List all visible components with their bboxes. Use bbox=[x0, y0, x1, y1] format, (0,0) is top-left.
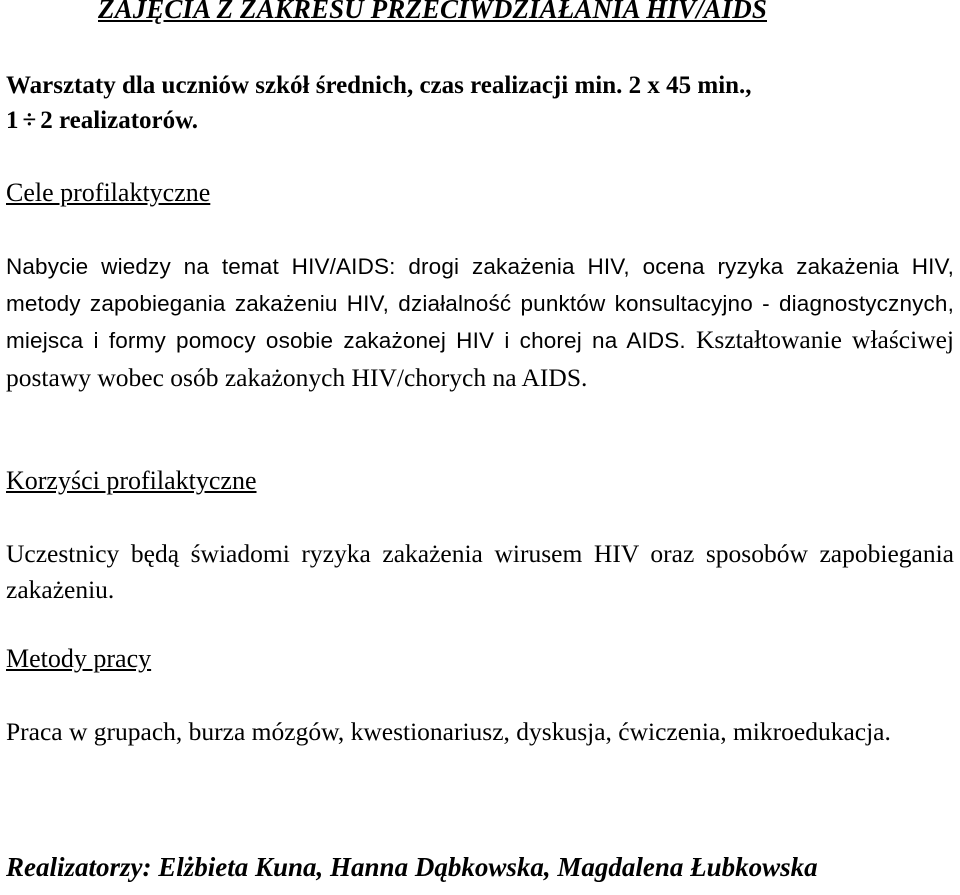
subtitle-line-2-end: 2 realizatorów. bbox=[40, 107, 199, 134]
subtitle-line-2-start: 1 bbox=[6, 107, 19, 134]
goals-body-part-2: Kształtowanie właściwej postawy wobec osób zakażonych HIV/chorych na AIDS. bbox=[6, 325, 955, 392]
document-subtitle bbox=[6, 68, 954, 138]
division-sign-icon: ÷ bbox=[22, 107, 37, 134]
section-body-benefits: Uczestnicy będą świadomi ryzyka zakażenia wirusem HIV oraz sposobów zapobiegania zakażeniu. bbox=[6, 539, 954, 605]
document-title: ZAJĘCIA Z ZAKRESU PRZECIWDZIAŁANIA HIV/AIDS bbox=[98, 0, 767, 24]
goals-body-part-1: Nabycie wiedzy na temat HIV/AIDS: drogi zakażenia HIV, ocena ryzyka zakażenia HIV, metody zapobiegania zakażeniu HIV, działalność punktów konsultacyjno - diagnostycznych, miejsca i formy pomocy osobie zakażonej HIV i chorej na AIDS. bbox=[6, 254, 954, 354]
section-heading-benefits: Korzyści profilaktyczne bbox=[6, 466, 257, 495]
section-body-goals bbox=[6, 248, 954, 396]
section-body-methods: Praca w grupach, burza mózgów, kwestionariusz, dyskusja, ćwiczenia, mikroedukacja. bbox=[6, 717, 891, 746]
section-heading-methods: Metody pracy bbox=[6, 644, 152, 673]
document-authors: Realizatorzy: Elżbieta Kuna, Hanna Dąbkowska, Magdalena Łubkowska bbox=[6, 852, 818, 882]
section-heading-goals: Cele profilaktyczne bbox=[6, 178, 211, 207]
subtitle-line-1: Warsztaty dla uczniów szkół średnich, czas realizacji min. 2 x 45 min., bbox=[6, 72, 752, 99]
